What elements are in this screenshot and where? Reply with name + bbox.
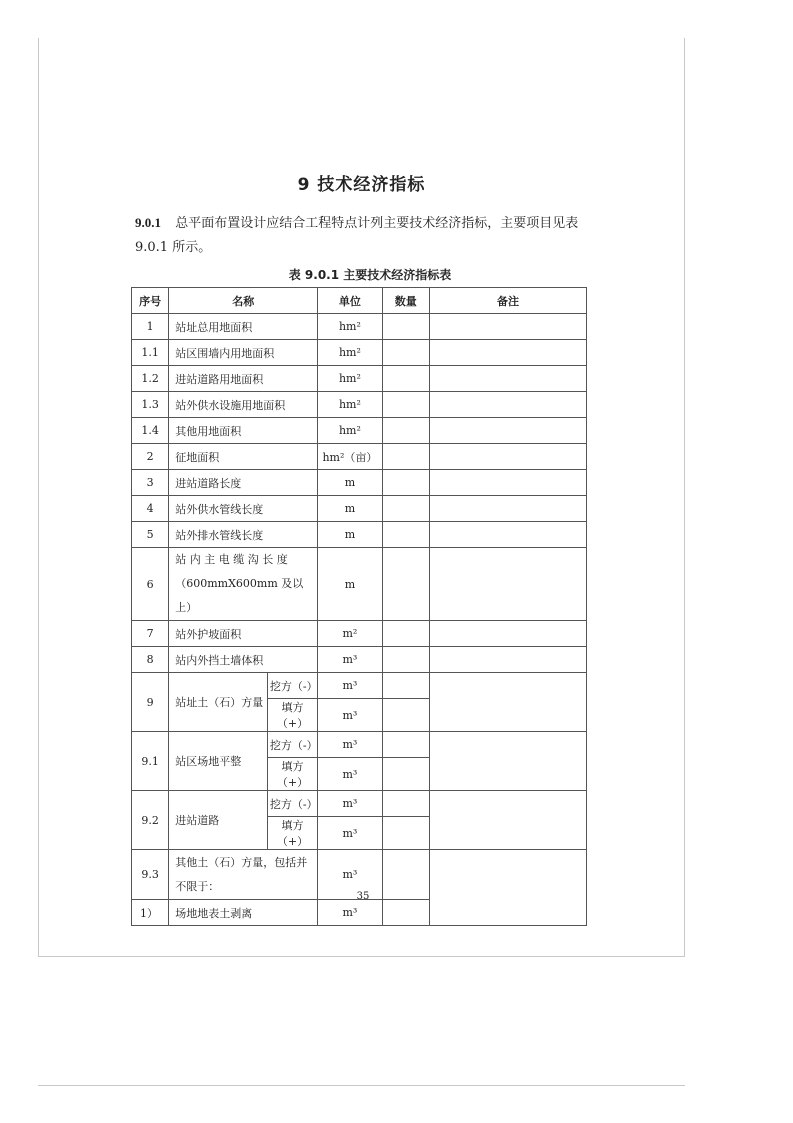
table-row (132, 548, 587, 621)
table-row (132, 673, 587, 699)
row-name: 站内外挡土墙体积 (169, 647, 318, 673)
row-qty (382, 791, 429, 817)
paragraph-9-0-1 (135, 211, 595, 260)
sub-label: 填方（+） (267, 699, 317, 732)
row-no: 1） (132, 900, 169, 926)
row-qty (382, 647, 429, 673)
row-unit: hm² (318, 366, 382, 392)
row-no: 7 (132, 621, 169, 647)
row-no: 1.3 (132, 392, 169, 418)
row-name: 进站道路长度 (169, 470, 318, 496)
row-qty (382, 340, 429, 366)
row-name: 站址总用地面积 (169, 314, 318, 340)
row-qty (382, 817, 429, 850)
row-qty (382, 314, 429, 340)
row-unit: m³ (318, 699, 382, 732)
row-remark (429, 732, 586, 791)
row-qty (382, 470, 429, 496)
row-name-line2: （600mmX600mm 及以上） (175, 577, 304, 614)
row-unit: hm² (318, 340, 382, 366)
row-unit: m³ (318, 673, 382, 699)
row-remark (429, 496, 586, 522)
row-unit: hm²（亩） (318, 444, 382, 470)
table-row (132, 444, 587, 470)
row-no: 9 (132, 673, 169, 732)
row-unit: m (318, 548, 382, 621)
row-unit: m² (318, 621, 382, 647)
row-name (169, 548, 318, 621)
row-name: 场地地表土剥离 (169, 900, 318, 926)
row-qty (382, 758, 429, 791)
table-row (132, 621, 587, 647)
row-remark (429, 647, 586, 673)
header-name: 名称 (169, 288, 318, 314)
row-unit: m³ (318, 758, 382, 791)
row-no: 1.4 (132, 418, 169, 444)
row-unit: hm² (318, 418, 382, 444)
page-number: 35 (356, 891, 370, 902)
row-no: 8 (132, 647, 169, 673)
row-unit: m³ (318, 791, 382, 817)
row-no: 9.2 (132, 791, 169, 850)
row-unit: m (318, 522, 382, 548)
row-remark (429, 340, 586, 366)
row-no: 4 (132, 496, 169, 522)
row-remark (429, 366, 586, 392)
row-name: 站区围墙内用地面积 (169, 340, 318, 366)
row-name: 站址土（石）方量 (169, 673, 268, 732)
row-qty (382, 548, 429, 621)
row-remark (429, 850, 586, 926)
table-row (132, 647, 587, 673)
row-remark (429, 470, 586, 496)
table-row (132, 522, 587, 548)
row-no: 1.2 (132, 366, 169, 392)
table-caption: 表 9.0.1 主要技术经济指标表 (288, 268, 452, 282)
table-row (132, 791, 587, 817)
paragraph-number: 9.0.1 (135, 215, 161, 230)
row-qty (382, 732, 429, 758)
row-no: 9.1 (132, 732, 169, 791)
page-border-bottom (38, 956, 685, 957)
row-qty (382, 366, 429, 392)
row-name: 征地面积 (169, 444, 318, 470)
sub-label: 挖方（-） (267, 732, 317, 758)
table-row (132, 732, 587, 758)
table-row (132, 496, 587, 522)
row-qty (382, 621, 429, 647)
header-remark: 备注 (429, 288, 586, 314)
row-name: 站区场地平整 (169, 732, 268, 791)
row-unit: hm² (318, 392, 382, 418)
row-name-line1: 其他土（石）方量，包括并 (175, 855, 308, 869)
row-unit: m³ (318, 647, 382, 673)
row-qty (382, 699, 429, 732)
row-no: 3 (132, 470, 169, 496)
row-unit: m³ (318, 817, 382, 850)
row-no: 2 (132, 444, 169, 470)
sub-label: 挖方（-） (267, 791, 317, 817)
row-name-line1: 站 内 主 电 缆 沟 长 度 (175, 553, 288, 566)
row-name: 站外供水设施用地面积 (169, 392, 318, 418)
row-name-line2: 不限于： (175, 879, 220, 893)
row-remark (429, 522, 586, 548)
row-remark (429, 673, 586, 732)
row-qty (382, 496, 429, 522)
paragraph-text: 总平面布置设计应结合工程特点计列主要技术经济指标，主要项目见表 (175, 216, 579, 231)
row-remark (429, 314, 586, 340)
row-no: 5 (132, 522, 169, 548)
row-qty (382, 392, 429, 418)
row-name: 站外供水管线长度 (169, 496, 318, 522)
table-row (132, 418, 587, 444)
row-name: 进站道路 (169, 791, 268, 850)
row-unit: m³ (318, 732, 382, 758)
row-remark (429, 548, 586, 621)
row-no: 6 (132, 548, 169, 621)
row-unit: hm² (318, 314, 382, 340)
row-no: 1 (132, 314, 169, 340)
sub-label: 填方（+） (267, 758, 317, 791)
row-unit: m (318, 470, 382, 496)
chapter-title: 9 技术经济指标 (297, 175, 426, 195)
next-page-divider (38, 1085, 685, 1086)
header-unit: 单位 (318, 288, 382, 314)
row-remark (429, 392, 586, 418)
row-unit: m (318, 496, 382, 522)
row-qty (382, 900, 429, 926)
table-row (132, 366, 587, 392)
table-row (132, 340, 587, 366)
row-unit: m³ (318, 850, 382, 900)
table-row (132, 470, 587, 496)
row-name: 站外排水管线长度 (169, 522, 318, 548)
row-remark (429, 791, 586, 850)
row-name: 进站道路用地面积 (169, 366, 318, 392)
row-qty (382, 673, 429, 699)
paragraph-text-line2: 9.0.1 所示。 (135, 240, 212, 255)
header-qty: 数量 (382, 288, 429, 314)
row-remark (429, 418, 586, 444)
row-no: 1.1 (132, 340, 169, 366)
row-qty (382, 444, 429, 470)
row-no: 9.3 (132, 850, 169, 900)
tech-economic-table (131, 287, 587, 926)
row-remark (429, 444, 586, 470)
header-no: 序号 (132, 288, 169, 314)
sub-label: 挖方（-） (267, 673, 317, 699)
row-qty (382, 522, 429, 548)
table-row (132, 392, 587, 418)
row-name: 站外护坡面积 (169, 621, 318, 647)
table-header-row (132, 288, 587, 314)
row-remark (429, 621, 586, 647)
row-unit: m³ (318, 900, 382, 926)
sub-label: 填方（+） (267, 817, 317, 850)
row-qty (382, 418, 429, 444)
table-row (132, 314, 587, 340)
row-name: 其他用地面积 (169, 418, 318, 444)
